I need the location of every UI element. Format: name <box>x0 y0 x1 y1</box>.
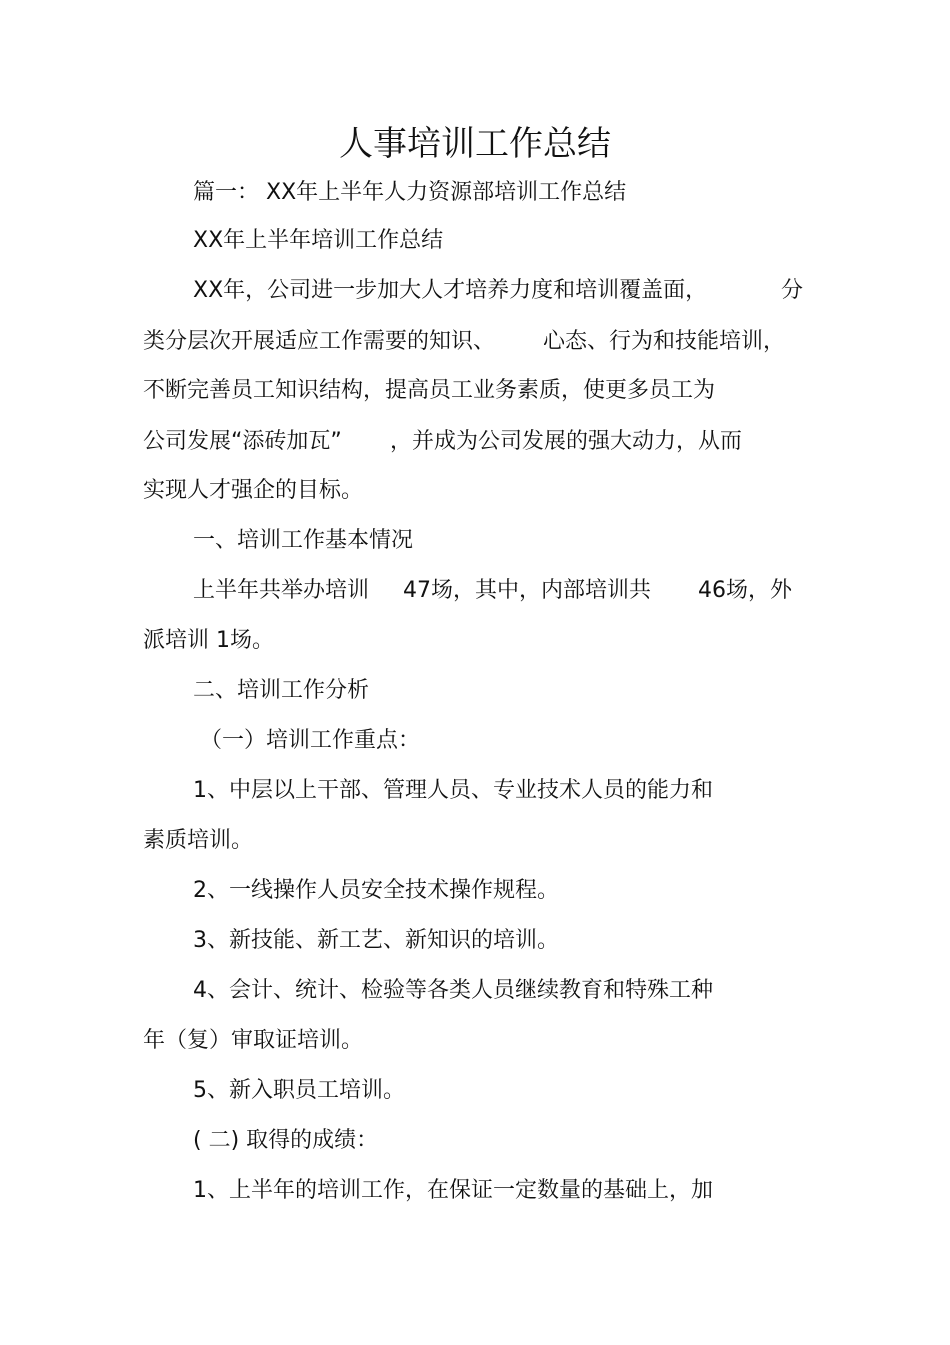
paragraph-line: 46场，外 <box>698 578 792 603</box>
paragraph-line: ，并成为公司发展的强大动力，从而 <box>390 429 743 454</box>
paragraph-line: 类分层次开展适应工作需要的知识、 <box>143 329 496 354</box>
paragraph-line: 派培训 1场。 <box>143 628 274 653</box>
list-item: 1、中层以上干部、管理人员、专业技术人员的能力和 <box>193 778 713 803</box>
paragraph-line: 不断完善员工知识结构，提高员工业务素质，使更多员工为 <box>143 378 716 403</box>
section-heading: 二、培训工作分析 <box>193 678 370 703</box>
paragraph-line: 47场，其中，内部培训共 <box>403 578 651 603</box>
paragraph-line: 心态、行为和技能培训， <box>543 329 786 354</box>
list-item-continuation: 年（复）审取证培训。 <box>143 1028 364 1053</box>
list-item-continuation: 素质培训。 <box>143 828 254 853</box>
list-item: 4、会计、统计、检验等各类人员继续教育和特殊工种 <box>193 978 713 1003</box>
paragraph-line <box>193 276 707 306</box>
paragraph-line: 公司发展“添砖加瓦” <box>143 429 342 454</box>
subsection-heading: ( 二) 取得的成绩： <box>193 1128 379 1153</box>
list-item: 5、新入职员工培训。 <box>193 1078 405 1103</box>
section-heading: 一、培训工作基本情况 <box>193 528 414 553</box>
list-item: 1、上半年的培训工作，在保证一定数量的基础上，加 <box>193 1178 713 1203</box>
text-run: XX年，公司进一步加大人才培养力度和培训覆盖面， <box>193 278 708 303</box>
section-subtitle: XX年上半年培训工作总结 <box>193 228 444 253</box>
paragraph-line: 实现人才强企的目标。 <box>143 478 364 503</box>
paragraph-line: 分 <box>781 278 804 303</box>
document-title: 人事培训工作总结 <box>339 124 611 164</box>
paragraph-line: 上半年共举办培训 <box>193 578 370 603</box>
chapter-heading: 篇一： XX年上半年人力资源部培训工作总结 <box>193 180 627 205</box>
list-item: 2、一线操作人员安全技术操作规程。 <box>193 878 559 903</box>
subsection-heading: （一）培训工作重点： <box>200 728 421 753</box>
list-item: 3、新技能、新工艺、新知识的培训。 <box>193 928 559 953</box>
